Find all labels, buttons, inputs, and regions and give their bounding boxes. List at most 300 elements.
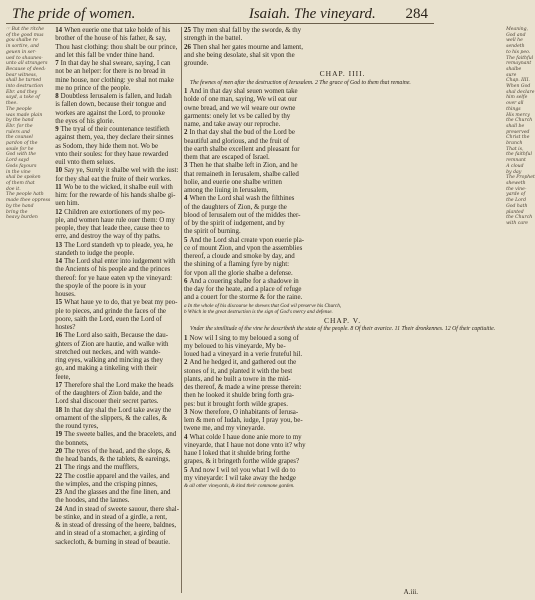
verse-text: holde of one man, saying, We wil eat our xyxy=(184,96,298,104)
verse-line xyxy=(55,530,179,538)
verse-line xyxy=(55,85,179,93)
verse-text: Therefore shal the Lord make the heads xyxy=(64,381,174,389)
verse-line xyxy=(184,195,501,203)
verse-text: houses. xyxy=(55,291,76,298)
verse-line xyxy=(55,101,179,109)
verse-line xyxy=(55,275,179,283)
header-right xyxy=(249,6,428,23)
text-columns xyxy=(53,27,503,593)
margin-note: sendeth xyxy=(506,44,525,50)
header-left-title: The pride of women. xyxy=(12,6,136,22)
verse-text: and she being desolate, shal sit vpon the xyxy=(184,51,295,59)
verse-line xyxy=(184,44,501,52)
margin-note: thee. xyxy=(6,101,18,107)
margin-note: The Prophet xyxy=(506,175,535,181)
verse-line xyxy=(184,458,501,466)
left-margin-notes xyxy=(6,27,53,593)
verse-text: my vineyarde: I wil take away the hedge xyxy=(184,474,296,482)
verse-line xyxy=(184,204,501,212)
margin-note: bring the xyxy=(6,209,28,215)
verse-line xyxy=(55,167,179,175)
verse-line xyxy=(184,35,501,43)
margin-note: shall be turned xyxy=(6,78,42,84)
verse-text: poore, saith the Lord, euen the Lord of xyxy=(55,315,162,323)
verse-text: grapes, & it bringeth forthe wilde grapes? xyxy=(184,458,300,466)
verse-number: 5 xyxy=(184,236,188,244)
verse-number: 4 xyxy=(184,433,188,441)
verse-line xyxy=(55,291,179,299)
verse-text: the earth shalbe excellent and pleasant for xyxy=(184,145,300,153)
verse-text: pes: but it brought forth wilde grapes. xyxy=(184,400,288,408)
verse-text: Say ye, Surely it shalbe wel with the iust: xyxy=(64,167,179,175)
verse-text: And he hedged it, and gathered out the xyxy=(189,359,297,367)
verse-line xyxy=(55,481,179,489)
verse-line xyxy=(184,228,501,236)
margin-note: him selfe xyxy=(506,95,528,101)
verse-line xyxy=(184,286,501,294)
verse-number: 8 xyxy=(55,93,59,100)
verse-text: the head bands, & the tablets, & eareings, xyxy=(55,456,171,463)
verse-text: uen him. xyxy=(55,200,80,208)
margin-note: the vine- xyxy=(506,186,527,192)
margin-note: to his peo. xyxy=(506,49,531,55)
verse-text: feete, xyxy=(55,373,71,381)
verse-line xyxy=(184,359,501,367)
verse-line xyxy=(55,52,179,60)
verse-line xyxy=(55,192,179,200)
margin-note: by the hand xyxy=(6,118,34,124)
verse-text: the round tyres, xyxy=(55,423,99,430)
verse-line xyxy=(55,440,179,448)
verse-text: strength in the battel. xyxy=(184,35,243,43)
verse-line xyxy=(184,212,501,220)
margin-note: The faithful xyxy=(506,55,534,61)
verse-line xyxy=(55,398,179,406)
margin-note: doe it. xyxy=(6,186,21,192)
verse-text: The Lord standeth vp to pleade, yea, he xyxy=(64,241,173,249)
verse-line xyxy=(55,60,179,68)
verse-line xyxy=(55,464,179,472)
signature-mark: A.iii. xyxy=(403,588,418,596)
verse-line xyxy=(55,374,179,382)
margin-note: When God xyxy=(506,84,531,90)
margin-note: Ebr. for the xyxy=(6,123,33,129)
verse-text: standeth to iudge the people. xyxy=(55,249,135,257)
verse-text: of the daughters of Zion, & purge the xyxy=(184,203,287,211)
margin-note: yarde of xyxy=(506,192,526,198)
verse-line xyxy=(55,415,179,423)
verse-text: The sweete balles, and the bracelets, and xyxy=(64,431,177,439)
verse-number: 23 xyxy=(55,489,63,496)
verse-text: stretched out neckes, and with wande- xyxy=(55,348,161,356)
verse-text: garments: onely let vs be called by thy xyxy=(184,112,291,120)
margin-note: the faithful xyxy=(506,152,532,158)
verse-line xyxy=(184,52,501,60)
verse-line xyxy=(184,467,501,475)
verse-text: not be an helper: for there is no bread in xyxy=(55,68,166,76)
margin-note: shal be spoken xyxy=(6,175,41,181)
margin-note: well he xyxy=(506,38,523,44)
verse-line xyxy=(184,220,501,228)
verse-text: plants, and he built a towre in the mid- xyxy=(184,375,291,383)
right-text-column xyxy=(182,27,503,593)
verse-text: of by the spirit of iudgement, and by xyxy=(184,220,285,228)
margin-note: in sortire, and xyxy=(6,44,39,50)
verse-line xyxy=(184,171,501,179)
verse-text: be stinke, and in stead of a girdle, a rent, xyxy=(55,513,167,521)
verse-text: erre, and destroy the way of thy paths. xyxy=(55,233,161,241)
verse-text: for they shal eat the fruite of their workes. xyxy=(55,175,172,183)
chapter4-summary: The fewnes of men after the destruction of Ierusalem. 2 The grace of God to them that remaine. xyxy=(190,79,411,86)
verse-text: the day for the heate, and a place of refuge xyxy=(184,286,302,294)
verse-number: 7 xyxy=(55,60,59,67)
verse-text: owne bread, and we wil weare our owne xyxy=(184,104,296,112)
verse-number: 26 xyxy=(184,43,191,51)
chapter5-summary: Vnder the similitude of the vine he describeth the state of the people. 8 Of their avarice. 11 Their dronkennes. 12 Of their captiuitie. xyxy=(190,326,496,333)
verse-line xyxy=(55,250,179,258)
verse-number: 17 xyxy=(55,381,63,389)
margin-note: sheweth xyxy=(506,180,526,186)
verse-number: 16 xyxy=(55,332,63,340)
verse-line xyxy=(184,434,501,442)
footnote: a In the whole of his discourse he shewes that God wil preserve his Church, xyxy=(184,302,342,309)
verse-line xyxy=(184,237,501,245)
verse-line xyxy=(55,266,179,274)
margin-note: Chap. IIII. xyxy=(506,78,530,84)
verse-number: 18 xyxy=(55,406,63,414)
margin-note: geuen in ser- xyxy=(6,49,37,55)
right-margin-notes xyxy=(503,27,535,593)
margin-note: by day xyxy=(506,169,522,175)
margin-note: Gods fayours xyxy=(6,163,37,169)
verse-text: ghters of Zion are hautie, and walke with xyxy=(55,340,169,348)
verse-text: ple to pieces, and grinde the faces of the xyxy=(55,307,166,315)
margin-note: made thee oppress xyxy=(6,198,51,204)
margin-note: Because of deed: xyxy=(6,66,46,72)
verse-text: Thou hast clothing: thou shalt be our prince, xyxy=(55,43,178,51)
margin-note: preserved xyxy=(506,129,530,135)
margin-note: Christ the xyxy=(506,135,530,141)
verse-text: the spirit of burning. xyxy=(184,228,241,236)
verse-line xyxy=(55,258,179,266)
verse-number: 19 xyxy=(55,431,63,439)
verse-line xyxy=(184,401,501,409)
left-text-column xyxy=(53,27,182,593)
verse-line xyxy=(184,121,501,129)
verse-text: the hoodes, and the launes. xyxy=(55,497,130,505)
verse-line xyxy=(184,113,501,121)
verse-line xyxy=(55,242,179,250)
verse-line xyxy=(184,154,501,162)
margin-note: remaynant xyxy=(506,61,532,67)
verse-line xyxy=(184,261,501,269)
bottom-note: & all other vineyards, & kind their commone garden. xyxy=(184,483,295,490)
verse-line xyxy=(55,184,179,192)
verse-text: and in stead of a stomacher, a girding of xyxy=(55,530,166,538)
verse-line xyxy=(55,448,179,456)
verse-line xyxy=(55,299,179,307)
verse-number: 10 xyxy=(55,167,63,175)
verse-text: In that day he shal sweare, saying, I can xyxy=(60,60,171,67)
verse-line xyxy=(184,138,501,146)
verse-line xyxy=(55,431,179,439)
verse-line xyxy=(184,96,501,104)
verse-number: 2 xyxy=(184,129,188,137)
footnote: b Which in the great destruction is the sign of God's mercy and defense. xyxy=(184,308,333,315)
verse-number: 11 xyxy=(55,183,62,191)
verse-text: vnto their soules: for they haue rewarded xyxy=(55,150,169,158)
verse-line xyxy=(55,110,179,118)
verse-line xyxy=(55,44,179,52)
margin-note: remnant xyxy=(506,158,526,164)
verse-text: for vpon all the glorie shalbe a defense. xyxy=(184,269,293,277)
margin-note: rulers and xyxy=(6,129,30,135)
margin-note: God and xyxy=(506,32,526,38)
running-header xyxy=(6,6,434,24)
verse-line xyxy=(184,392,501,400)
verse-text: loued had a vineyard in a verie fruteful hil. xyxy=(184,351,303,359)
verse-line xyxy=(55,68,179,76)
verse-text: When euerie one that take holde of his xyxy=(64,27,171,34)
verse-line xyxy=(55,126,179,134)
verse-line xyxy=(55,27,179,35)
verse-text: Lord shal discouer their secret partes. xyxy=(55,398,159,406)
verse-text: the bonnets, xyxy=(55,439,89,447)
verse-line xyxy=(55,456,179,464)
verse-line xyxy=(184,27,501,35)
verse-line xyxy=(184,442,501,450)
verse-line xyxy=(55,390,179,398)
verse-text: grounde. xyxy=(184,60,209,67)
chapter4-text xyxy=(184,88,501,303)
verse-line xyxy=(55,283,179,291)
verse-text: The tyres of the head, and the slops, & xyxy=(64,447,171,455)
margin-note: the Church xyxy=(506,118,533,124)
margin-note: pardon of the xyxy=(6,141,38,147)
verse-line xyxy=(184,129,501,137)
verse-number: 25 xyxy=(184,27,191,34)
verse-text: And the Lord shal create vpon euerie pla- xyxy=(189,236,305,244)
verse-text: and let this fall be vnder thine hand. xyxy=(55,51,155,59)
verse-text: then he looked it shulde bring forth gra- xyxy=(184,392,295,400)
margin-note: was made plain xyxy=(6,112,43,118)
verse-text: What haue ye to do, that ye beat my peo- xyxy=(64,299,178,307)
verse-text: What colde I haue done anie more to my xyxy=(189,433,302,441)
verse-text: hostes? xyxy=(55,324,76,331)
verse-number: 14 xyxy=(55,27,63,34)
verse-text: In that day shal the bud of the Lord be xyxy=(189,129,295,137)
margin-note: God hath xyxy=(506,203,528,209)
margin-note: soule for he xyxy=(6,146,34,152)
verse-text: thereof, a cloude and smoke by day, and xyxy=(184,253,295,261)
margin-note: heavy burden xyxy=(6,215,38,221)
margin-note: Meaning, xyxy=(506,27,529,32)
verse-number: 14 xyxy=(55,258,63,265)
verse-text: blood of Ierusalem out of the middes ther- xyxy=(184,211,301,219)
verse-line xyxy=(184,335,501,343)
verse-line xyxy=(55,159,179,167)
verse-text: The Lord shal enter into iudgement with xyxy=(64,258,176,265)
margin-note: bear witness, xyxy=(6,72,38,78)
verse-text: is fallen down, because their tongue and xyxy=(55,101,166,109)
verse-line xyxy=(55,77,179,85)
margin-note: shalbe xyxy=(506,66,522,72)
verse-text: des thereof, & made a wine presse therein: xyxy=(184,384,302,392)
verse-line xyxy=(184,162,501,170)
margin-note: Ebr. and they xyxy=(6,89,38,95)
verse-line xyxy=(184,368,501,376)
verse-line xyxy=(184,409,501,417)
verse-number: 12 xyxy=(55,208,63,216)
verse-text: my beloued to his vineyarde, My be- xyxy=(184,342,286,350)
margin-note: with care xyxy=(506,220,528,226)
verse-line xyxy=(184,475,501,483)
verse-line xyxy=(55,93,179,101)
verse-text: ring eyes, walking and mincing as they xyxy=(55,357,163,364)
verse-text: When the Lord shal wash the filthines xyxy=(189,195,295,203)
verse-text: beautiful and glorious, and the fruit of xyxy=(184,137,290,145)
verse-line xyxy=(184,88,501,96)
margin-note: of them that xyxy=(6,180,35,186)
verse-line xyxy=(184,179,501,187)
verse-text: the spoyle of the poore is in your xyxy=(55,282,147,290)
verse-line xyxy=(184,270,501,278)
verse-text: Doubtless Ierusalem is fallen, and Iudah xyxy=(60,93,172,100)
verse-line xyxy=(55,497,179,505)
verse-text: of the daughters of Zion balde, and the xyxy=(55,390,162,397)
verse-text: among the liuing in Ierusalem, xyxy=(184,187,269,195)
verse-line xyxy=(55,522,179,530)
verse-text: Thy men shal fall by the sworde, & thy xyxy=(192,27,302,34)
chapter3-end xyxy=(184,27,501,68)
margin-note: The people xyxy=(6,106,32,112)
verse-text: Now therefore, O inhabitants of Ierusa- xyxy=(189,408,299,416)
verse-text: holie, and euerie one shalbe written xyxy=(184,178,282,186)
verse-text: them that are escaped of Israel. xyxy=(184,154,270,162)
verse-text: And the glasses and the fine linen, and xyxy=(64,489,171,496)
verse-number: 3 xyxy=(184,162,188,170)
verse-text: Now wil I sing to my beloued a song of xyxy=(189,334,299,342)
margin-note: gou shalbe re xyxy=(6,38,38,44)
verse-line xyxy=(55,382,179,390)
verse-number: 9 xyxy=(55,126,59,133)
verse-line xyxy=(55,349,179,357)
verse-line xyxy=(55,209,179,217)
verse-text: go, and making a tinkeling with their xyxy=(55,365,158,373)
verse-text: Then he that shalbe left in Zion, and he xyxy=(189,162,298,170)
verse-text: In that day shal the Lord take away the xyxy=(64,406,172,414)
verse-text: The Lord also saith, Because the dau- xyxy=(64,332,168,340)
verse-line xyxy=(184,425,501,433)
verse-text: as Sodom, they hide them not. Wo be xyxy=(55,142,159,150)
verse-line xyxy=(184,450,501,458)
verse-number: 1 xyxy=(184,334,188,342)
verse-line xyxy=(55,365,179,373)
verse-line xyxy=(184,376,501,384)
verse-line xyxy=(55,316,179,324)
verse-text: name, and take away our reproche. xyxy=(184,121,281,129)
verse-text: ornament of the slippers, & the calles, & xyxy=(55,414,168,422)
margin-note: sure xyxy=(506,72,517,78)
verse-text: The rings and the mufflers, xyxy=(64,464,139,472)
verse-text: thereof: for ye haue eaten vp the vineyard: xyxy=(55,274,173,282)
verse-line xyxy=(55,539,179,547)
verse-text: And in that day shal seuen women take xyxy=(189,88,298,96)
verse-line xyxy=(55,118,179,126)
margin-note: the Church xyxy=(506,215,533,221)
verse-number: 6 xyxy=(184,277,188,285)
verse-line xyxy=(184,417,501,425)
verse-line xyxy=(184,245,501,253)
verse-number: 5 xyxy=(184,466,188,474)
margin-note: the counsel xyxy=(6,135,33,141)
verse-text: that remaineth in Ierusalem, shalbe called xyxy=(184,170,299,178)
verse-line xyxy=(184,146,501,154)
verse-line xyxy=(55,473,179,481)
margin-note: God with the xyxy=(6,152,37,158)
verse-text: sackecloth, & burning in stead of beautie. xyxy=(55,538,171,546)
verse-line xyxy=(184,187,501,195)
verse-line xyxy=(55,506,179,514)
verse-text: stones of it, and planted it with the best xyxy=(184,367,293,375)
verse-line xyxy=(55,514,179,522)
verse-line xyxy=(184,351,501,359)
verse-line xyxy=(55,341,179,349)
verse-text: euil vnto them selues. xyxy=(55,159,116,166)
verse-text: & in stead of dressing of the heere, baldnes, xyxy=(55,522,177,529)
verse-text: against them, yea, they declare their sinnes xyxy=(55,134,174,142)
verse-number: 24 xyxy=(55,505,63,513)
verse-number: 4 xyxy=(184,195,188,203)
margin-note: branch xyxy=(506,141,523,147)
verse-number: 15 xyxy=(55,299,63,307)
margin-note: shal declare xyxy=(506,89,535,95)
verse-line xyxy=(55,200,179,208)
verse-line xyxy=(55,308,179,316)
verse-line xyxy=(55,489,179,497)
verse-line xyxy=(184,384,501,392)
margin-note: His mercy xyxy=(506,112,530,118)
page-body xyxy=(6,27,535,593)
verse-line xyxy=(55,407,179,415)
chapter5-text xyxy=(184,335,501,484)
margin-note: shall be xyxy=(506,123,525,129)
verse-text: And a couering shalbe for a shadowe in xyxy=(189,277,299,285)
margin-note: A cloud xyxy=(506,163,524,169)
margin-note: sayd, a toke of xyxy=(6,95,40,101)
verse-number: 22 xyxy=(55,472,63,480)
verse-line xyxy=(55,143,179,151)
verse-text: brother of the house of his father, & say, xyxy=(55,35,167,43)
verse-text: The costlie apparel and the vailes, and xyxy=(64,472,170,480)
chapter5-heading: CHAP. V. xyxy=(323,315,362,325)
verse-line xyxy=(55,233,179,241)
verse-text: twene me, and my vineyarde. xyxy=(184,425,266,433)
verse-line xyxy=(55,217,179,225)
verse-text: vineyarde, that I haue not done vnto it? why xyxy=(184,441,306,449)
margin-note: The people hath xyxy=(6,192,44,198)
verse-line xyxy=(55,134,179,142)
verse-text: mine house, nor clothing: ye shal not make xyxy=(55,76,174,84)
verse-text: And in stead of sweete sauour, there shal- xyxy=(64,505,180,513)
verse-line xyxy=(55,357,179,365)
verse-text: Then shal her gates mourne and lament, xyxy=(192,43,303,51)
verse-text: And now I wil tel you what I wil do to xyxy=(189,466,296,474)
verse-line xyxy=(184,278,501,286)
margin-note: unto all strangers xyxy=(6,61,48,67)
verse-number: 2 xyxy=(184,359,188,367)
verse-text: lem & men of Iudah, iudge, I pray you, be- xyxy=(184,417,303,425)
